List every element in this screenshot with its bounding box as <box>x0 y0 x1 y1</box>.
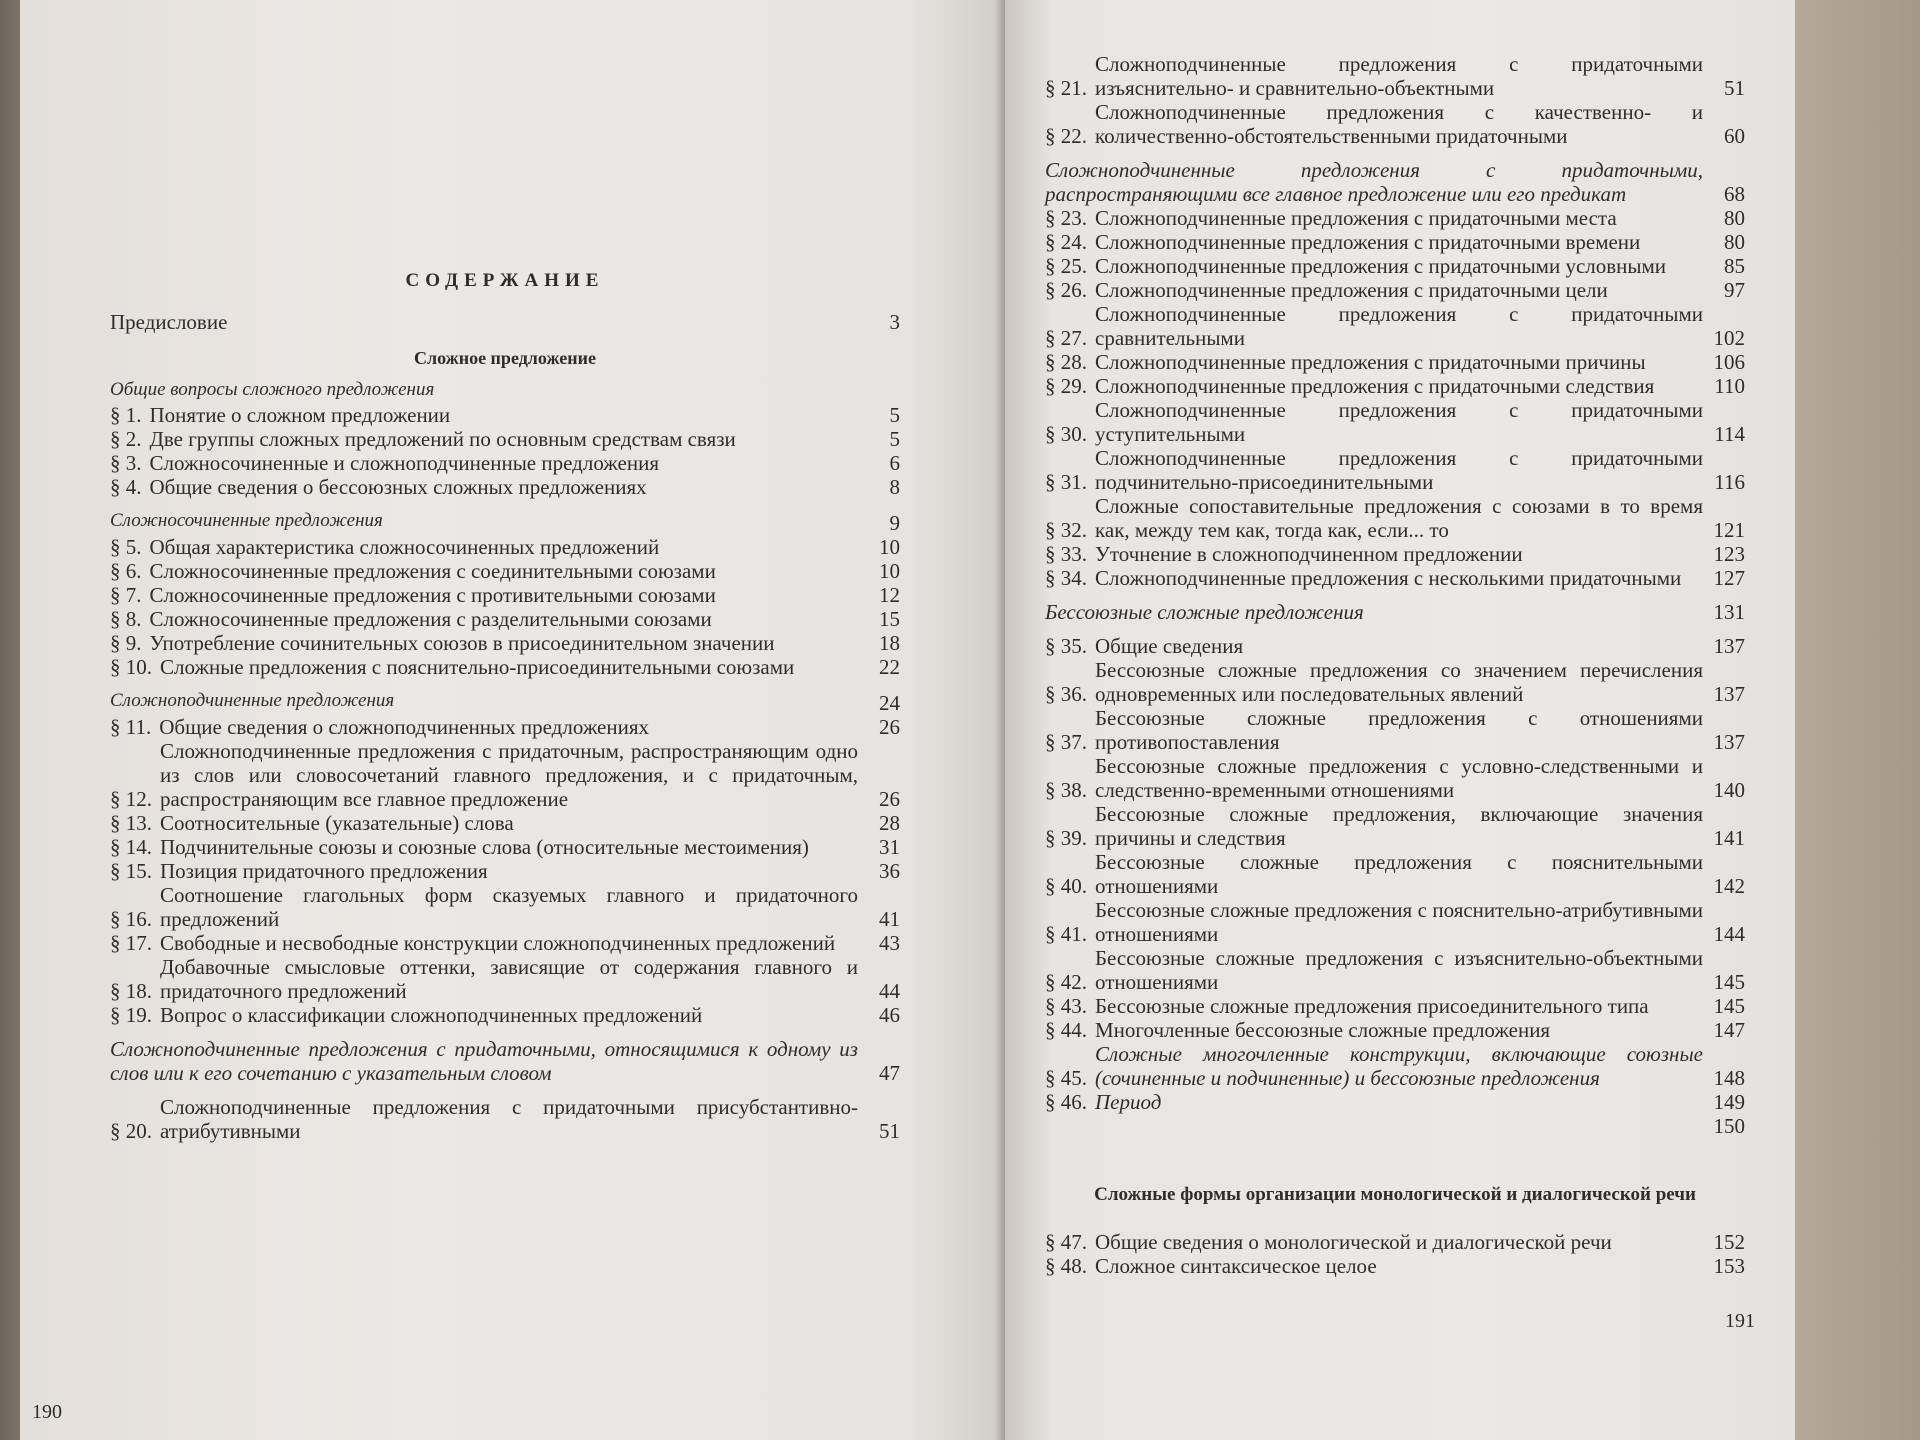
entry-num: § 44. <box>1045 1018 1087 1042</box>
entry-title: Сложноподчиненные предложения с придаточными места <box>1095 206 1617 230</box>
entry-page: 26 <box>879 715 900 739</box>
entry-num: § 13. <box>110 811 152 835</box>
entry-page: 153 <box>1713 1254 1745 1278</box>
entry-num: § 12. <box>110 787 152 811</box>
entry-page: 43 <box>879 931 900 955</box>
entry-page: 137 <box>1713 730 1745 754</box>
left-page-number: 190 <box>32 1401 62 1423</box>
toc-entry <box>1045 898 1745 946</box>
entry-num: § 33. <box>1045 542 1087 566</box>
entry-title: Сложноподчиненные предложения с придаточными уступительными <box>1095 398 1703 446</box>
toc-entry <box>1045 100 1745 148</box>
right-page-number: 191 <box>1725 1310 1755 1332</box>
toc-entry <box>1045 254 1745 278</box>
toc-entry <box>110 607 900 631</box>
toc-entry <box>110 559 900 583</box>
entry-title: Сложноподчиненные предложения с придаточным, распространяющим одно из слов или словосочетаний главного предложения, и с придаточным, распространяющим все главное предложение <box>160 739 858 811</box>
entry-num: § 15. <box>110 859 152 883</box>
entry-title: Общие сведения о бессоюзных сложных предложениях <box>149 475 647 499</box>
entry-page: 148 <box>1713 1066 1745 1090</box>
entry-num: § 28. <box>1045 350 1087 374</box>
toc-entry <box>110 655 900 679</box>
entry-title: Сложные сопоставительные предложения с союзами в то время как, между тем как, тогда как, если... то <box>1095 494 1703 542</box>
entry-num: § 35. <box>1045 634 1087 658</box>
entry-title: Бессоюзные сложные предложения с изъяснительно-объектными отношениями <box>1095 946 1703 994</box>
entry-page: 10 <box>879 535 900 559</box>
toc-entry <box>1045 706 1745 754</box>
group-heading-row <box>110 499 900 535</box>
entry-title: Бессоюзные сложные предложения с отношениями противопоставления <box>1095 706 1703 754</box>
toc-entry <box>1045 850 1745 898</box>
entry-title: Сложноподчиненные предложения с придаточными изъяснительно- и сравнительно-объектными <box>1095 52 1703 100</box>
toc-entry <box>1045 350 1745 374</box>
entry-title: Бессоюзные сложные предложения с пояснительными отношениями <box>1095 850 1703 898</box>
entry-title: Общие сведения о монологической и диалогической речи <box>1095 1230 1612 1254</box>
entry-page: 12 <box>879 583 900 607</box>
entry-title: Период <box>1095 1090 1162 1114</box>
entry-title: Многочленные бессоюзные сложные предложения <box>1095 1018 1551 1042</box>
entry-page: 18 <box>879 631 900 655</box>
toc-entry <box>110 811 900 835</box>
group-heading-row <box>1045 600 1745 624</box>
group-heading: Общие вопросы сложного предложения <box>110 379 435 400</box>
entry-num: § 47. <box>1045 1230 1087 1254</box>
entry-page: 5 <box>889 427 900 451</box>
entry-title: Сложноподчиненные предложения с придаточными присубстантивно-атрибутивными <box>160 1095 858 1143</box>
entry-page: 46 <box>879 1003 900 1027</box>
entry-page: 51 <box>879 1119 900 1143</box>
entry-page: 131 <box>1713 600 1745 624</box>
entry-title: Сложноподчиненные предложения с качественно- и количественно-обстоятельственными придаточными <box>1095 100 1703 148</box>
entry-page: 60 <box>1724 124 1745 148</box>
entry-title: Сложноподчиненные предложения с придаточными подчинительно-присоединительными <box>1095 446 1703 494</box>
entry-title: Бессоюзные сложные предложения, включающие значения причины и следствия <box>1095 802 1703 850</box>
entry-page: 41 <box>879 907 900 931</box>
toc-entry <box>110 955 900 1003</box>
entry-page: 147 <box>1713 1018 1745 1042</box>
entry-title: Общие сведения <box>1095 634 1244 658</box>
left-page <box>20 0 1005 1440</box>
entry-title: Сложносочиненные и сложноподчиненные предложения <box>149 451 659 475</box>
entry-num: § 27. <box>1045 326 1087 350</box>
entry-num: § 39. <box>1045 826 1087 850</box>
entry-num: § 11. <box>110 715 152 739</box>
entry-num: § 25. <box>1045 254 1087 278</box>
toc-entry <box>1045 278 1745 302</box>
toc-group-1 <box>110 379 900 499</box>
entry-title: Две группы сложных предложений по основным средствам связи <box>149 427 736 451</box>
entry-page: 24 <box>879 691 900 715</box>
toc-entry <box>1045 946 1745 994</box>
entry-title: Сложные предложения с пояснительно-присоединительными союзами <box>160 655 795 679</box>
group-heading: Сложноподчиненные предложения <box>110 690 395 711</box>
toc-entry <box>1045 1090 1745 1114</box>
toc-entry <box>1045 994 1745 1018</box>
toc-entry <box>1045 754 1745 802</box>
entry-title: Сложносочиненные предложения с разделительными союзами <box>149 607 712 631</box>
group-heading-row <box>110 679 900 715</box>
toc-group-4 <box>110 1027 900 1143</box>
entry-title: Сложноподчиненные предложения с придаточными цели <box>1095 278 1608 302</box>
toc-entry <box>1045 374 1745 398</box>
entry-page: 149 <box>1713 1090 1745 1114</box>
group-heading-row <box>110 1037 900 1085</box>
entry-num: § 8. <box>110 607 142 631</box>
entry-num: § 23. <box>1045 206 1087 230</box>
entry-title: Сложное синтаксическое целое <box>1095 1254 1377 1278</box>
entry-page: 121 <box>1713 518 1745 542</box>
group-heading: Бессоюзные сложные предложения <box>1045 600 1364 624</box>
toc-entry <box>1045 398 1745 446</box>
entry-page: 31 <box>879 835 900 859</box>
entry-page: 106 <box>1713 350 1745 374</box>
toc-entry <box>1045 494 1745 542</box>
entry-num: § 41. <box>1045 922 1087 946</box>
entry-title: Сложноподчиненные предложения с несколькими придаточными <box>1095 566 1682 590</box>
toc-entry <box>1045 1254 1745 1278</box>
group-heading: Сложноподчиненные предложения с придаточными, относящимися к одному из слов или к его сочетанию с указательным словом <box>110 1037 858 1085</box>
entry-num: § 17. <box>110 931 152 955</box>
entry-title: Сложные многочленные конструкции, включающие союзные (сочиненные и подчиненные) и бессоюзные предложения <box>1095 1042 1703 1090</box>
entry-num: § 34. <box>1045 566 1087 590</box>
toc-entry <box>110 1095 900 1143</box>
toc-entry <box>1045 634 1745 658</box>
entry-title: Подчинительные союзы и союзные слова (относительные местоимения) <box>160 835 809 859</box>
toc-title: СОДЕРЖАНИЕ <box>405 270 605 291</box>
entry-num: § 37. <box>1045 730 1087 754</box>
entry-num: § 16. <box>110 907 152 931</box>
entry-page: 26 <box>879 787 900 811</box>
entry-num: § 6. <box>110 559 142 583</box>
entry-page: 8 <box>889 475 900 499</box>
entry-num: § 9. <box>110 631 142 655</box>
toc-entry <box>1045 1230 1745 1254</box>
section-title-speech: Сложные формы организации монологической и диалогической речи <box>1094 1184 1696 1205</box>
toc-entry <box>110 535 900 559</box>
entry-page: 28 <box>879 811 900 835</box>
entry-num: § 7. <box>110 583 142 607</box>
entry-page: 97 <box>1724 278 1745 302</box>
entry-title: Уточнение в сложноподчиненном предложении <box>1095 542 1523 566</box>
entry-page: 44 <box>879 979 900 1003</box>
entry-page: 123 <box>1713 542 1745 566</box>
entry-title: Бессоюзные сложные предложения с пояснительно-атрибутивными отношениями <box>1095 898 1703 946</box>
entry-title: Соотносительные (указательные) слова <box>160 811 514 835</box>
toc-entry <box>110 451 900 475</box>
toc-entry <box>110 403 900 427</box>
entry-title: Бессоюзные сложные предложения со значением перечисления одновременных или последовательных явлений <box>1095 658 1703 706</box>
group-heading: Сложносочиненные предложения <box>110 510 383 531</box>
entry-title: Сложносочиненные предложения с соединительными союзами <box>149 559 716 583</box>
entry-num: § 30. <box>1045 422 1087 446</box>
entry-num: § 5. <box>110 535 142 559</box>
toc-entry <box>1045 302 1745 350</box>
right-toc <box>1045 52 1745 1278</box>
entry-page: 145 <box>1713 994 1745 1018</box>
toc-entry <box>1045 52 1745 100</box>
toc-entry <box>1045 658 1745 706</box>
entry-num: § 42. <box>1045 970 1087 994</box>
toc-entry <box>110 931 900 955</box>
toc-entry <box>1045 802 1745 850</box>
entry-page: 80 <box>1724 206 1745 230</box>
entry-page: 140 <box>1713 778 1745 802</box>
entry-page: 102 <box>1713 326 1745 350</box>
entry-page: 142 <box>1713 874 1745 898</box>
entry-page: 144 <box>1713 922 1745 946</box>
entry-page: 22 <box>879 655 900 679</box>
entry-num: § 43. <box>1045 994 1087 1018</box>
toc-entry <box>1045 1042 1745 1090</box>
entry-title: Предисловие <box>110 310 228 334</box>
entry-title: Сложноподчиненные предложения с придаточными условными <box>1095 254 1667 278</box>
entry-page: 15 <box>879 607 900 631</box>
entry-title: Общие сведения о сложноподчиненных предложениях <box>159 715 650 739</box>
entry-title: Общая характеристика сложносочиненных предложений <box>149 535 660 559</box>
entry-page: 137 <box>1713 634 1745 658</box>
entry-title: Понятие о сложном предложении <box>149 403 451 427</box>
entry-page: 68 <box>1724 182 1745 206</box>
entry-title: Добавочные смысловые оттенки, зависящие от содержания главного и придаточного предложений <box>160 955 858 1003</box>
toc-entry <box>1045 446 1745 494</box>
toc-entry-preface <box>110 310 900 334</box>
toc-entry <box>110 883 900 931</box>
entry-num: § 38. <box>1045 778 1087 802</box>
entry-num: § 40. <box>1045 874 1087 898</box>
entry-page: 6 <box>889 451 900 475</box>
toc-entry <box>110 835 900 859</box>
entry-page: 137 <box>1713 682 1745 706</box>
entry-num: § 1. <box>110 403 142 427</box>
section-title: Сложное предложение <box>414 348 596 368</box>
entry-page: 152 <box>1713 1230 1745 1254</box>
entry-num: § 18. <box>110 979 152 1003</box>
entry-page: 47 <box>879 1061 900 1085</box>
right-page <box>1005 0 1795 1440</box>
entry-num: § 48. <box>1045 1254 1087 1278</box>
entry-page: 5 <box>889 403 900 427</box>
entry-title: Свободные и несвободные конструкции сложноподчиненных предложений <box>160 931 836 955</box>
toc-entry <box>1045 542 1745 566</box>
entry-num: § 24. <box>1045 230 1087 254</box>
toc-entry <box>110 427 900 451</box>
entry-title: Употребление сочинительных союзов в присоединительном значении <box>149 631 775 655</box>
toc-entry <box>110 583 900 607</box>
toc-entry <box>110 475 900 499</box>
entry-title: Сложносочиненные предложения с противительными союзами <box>149 583 716 607</box>
entry-num: § 3. <box>110 451 142 475</box>
entry-title: Сложноподчиненные предложения с придаточными причины <box>1095 350 1646 374</box>
entry-num: § 29. <box>1045 374 1087 398</box>
left-toc <box>110 270 900 1143</box>
toc-group-3 <box>110 679 900 1027</box>
entry-num: § 36. <box>1045 682 1087 706</box>
entry-page: 3 <box>889 310 900 334</box>
entry-title: Сложноподчиненные предложения с придаточными сравнительными <box>1095 302 1703 350</box>
entry-page: 10 <box>879 559 900 583</box>
entry-page: 145 <box>1713 970 1745 994</box>
entry-page: 110 <box>1714 374 1745 398</box>
entry-page: 141 <box>1713 826 1745 850</box>
entry-num: § 4. <box>110 475 142 499</box>
entry-page: 150 <box>1713 1114 1745 1138</box>
toc-entry <box>1045 1018 1745 1042</box>
entry-num: § 45. <box>1045 1066 1087 1090</box>
entry-num: § 46. <box>1045 1090 1087 1114</box>
entry-title: Сложноподчиненные предложения с придаточными следствия <box>1095 374 1655 398</box>
entry-page: 85 <box>1724 254 1745 278</box>
entry-page: 116 <box>1714 470 1745 494</box>
toc-entry <box>110 715 900 739</box>
entry-page: 114 <box>1714 422 1745 446</box>
entry-num: § 2. <box>110 427 142 451</box>
toc-entry <box>110 631 900 655</box>
entry-title: Бессоюзные сложные предложения с условно-следственными и следственно-временными отношениями <box>1095 754 1703 802</box>
group-heading: Сложноподчиненные предложения с придаточными, распространяющими все главное предложение или его предикат <box>1045 158 1703 206</box>
toc-entry <box>1045 230 1745 254</box>
group-heading-row <box>1045 158 1745 206</box>
toc-entry <box>1045 566 1745 590</box>
entry-num: § 26. <box>1045 278 1087 302</box>
entry-num: § 20. <box>110 1119 152 1143</box>
entry-page: 80 <box>1724 230 1745 254</box>
toc-entry <box>110 739 900 811</box>
toc-entry <box>1045 206 1745 230</box>
entry-num: § 14. <box>110 835 152 859</box>
entry-num: § 10. <box>110 655 152 679</box>
entry-page: 9 <box>889 511 900 535</box>
entry-page: 127 <box>1713 566 1745 590</box>
entry-page: 51 <box>1724 76 1745 100</box>
entry-title: Сложноподчиненные предложения с придаточными времени <box>1095 230 1641 254</box>
entry-title: Вопрос о классификации сложноподчиненных предложений <box>160 1003 703 1027</box>
entry-title: Позиция придаточного предложения <box>160 859 488 883</box>
entry-num: § 31. <box>1045 470 1087 494</box>
entry-num: § 21. <box>1045 76 1087 100</box>
toc-entry <box>110 1003 900 1027</box>
entry-title: Бессоюзные сложные предложения присоединительного типа <box>1095 994 1649 1018</box>
entry-num: § 19. <box>110 1003 152 1027</box>
entry-title: Соотношение глагольных форм сказуемых главного и придаточного предложений <box>160 883 858 931</box>
entry-num: § 22. <box>1045 124 1087 148</box>
toc-entry <box>110 859 900 883</box>
entry-num: § 32. <box>1045 518 1087 542</box>
toc-entry-tail <box>1045 1114 1745 1138</box>
toc-group-2 <box>110 499 900 679</box>
entry-page: 36 <box>879 859 900 883</box>
